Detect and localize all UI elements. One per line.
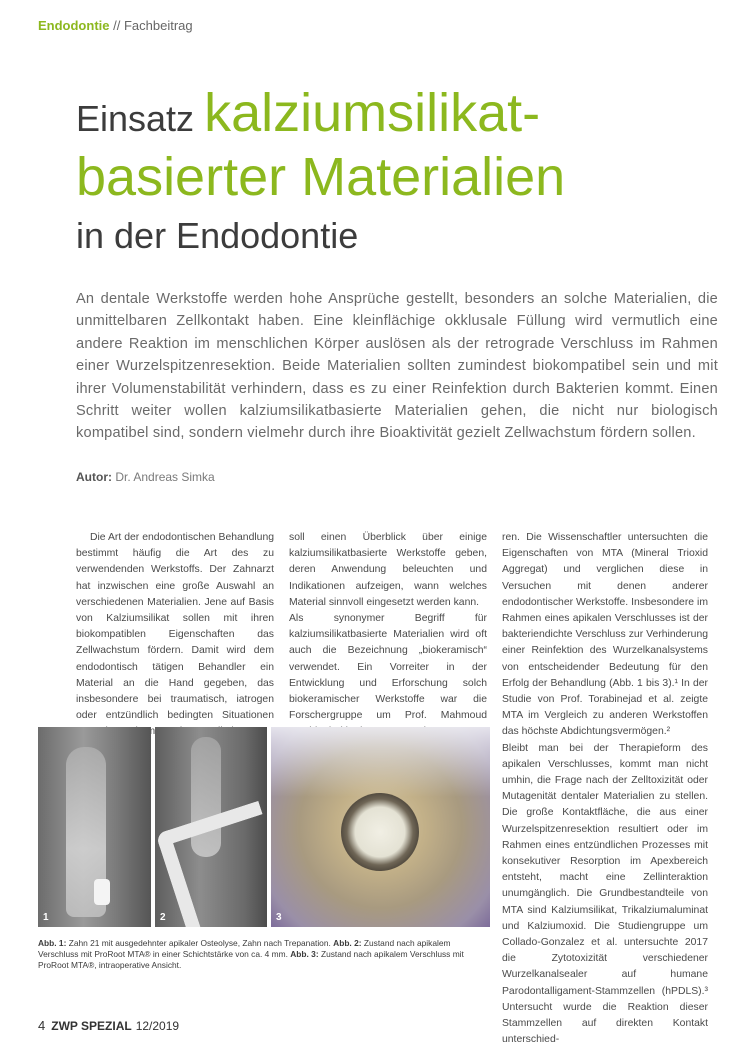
mta-filling-shape xyxy=(341,793,419,871)
caption-text-2: Zustand nach apikalem Verschluss mit ProRoot MTA® in einer Schichtstärke von ca. 4 mm. xyxy=(38,938,451,960)
figure-1-xray xyxy=(38,727,151,927)
figure-number: 3 xyxy=(276,912,282,923)
figure-strip xyxy=(38,727,490,927)
column-1-paragraph: Die Art der endodontischen Behandlung bestimmt häufig die Art des zu verwendenden Werkstoffs. Der Zahnarzt hat inzwischen eine große Auswahl an verschiedenen Materialien. Jene auf Basis von Kalziumsilikat sollen mit ihren biokompatiblen Eigenschaften das Zellwachstum fördern. Damit wird dem endodontisch tätigen Behandler ein Material an die Hand gegeben, das insbesondere bei traumatisch, iatrogen oder entzündlich bedingten Situationen kommt. xyxy=(76,532,274,738)
text-column-2 xyxy=(289,530,487,741)
page-footer xyxy=(38,1018,179,1033)
title-line-3: in der Endodontie xyxy=(76,215,359,256)
column-2-paragraph-1: soll einen Überblick über einige kalziumsilikatbasierte Werkstoffe geben, deren Anwendung beleuchten und Indikationen aufzeigen, wann welches Material sinnvoll eingesetzt werden kann. xyxy=(289,532,487,608)
column-3-paragraph-2: Bleibt man bei der Therapieform des apikalen Verschlusses, kommt man nicht umhin, die Frage nach der Zelltoxizität oder Mutagenität dentaler Materialien zu stellen. Die große Kontaktfläche, die aus einer Wurzelspitzenresektion resultiert oder im Rahmen eines entzündlichen Prozesses mit konsekutiver Resorption im Apexbereich entsteht, macht eine Zellinteraktion unumgänglich. Die Grundbestandteile von MTA sind Kalziumsilikat, Trikalziumaluminat und Kalziumoxid. Die Studiengruppe um Collado-Gonzalez et al. untersuchte 2017 die Zytotoxizität verschiedener Wurzelkanalsealer auf humane Parodontalligament-Stammzellen (hPDLS).³ Untersucht wurde die Reaktion dieser Stammzellen auf direkten Kontakt unterschied- xyxy=(502,742,708,1046)
figure-2-xray xyxy=(155,727,267,927)
caption-text-1: Zahn 21 mit ausgedehnter apikaler Osteolyse, Zahn nach Trepanation. xyxy=(66,938,334,948)
caption-label-2: Abb. 2: xyxy=(333,938,362,948)
author-label: Autor: xyxy=(76,470,112,484)
author-line xyxy=(76,470,215,484)
title-prefix: Einsatz xyxy=(76,98,205,139)
issue-number: 12/2019 xyxy=(135,1019,180,1033)
figure-caption xyxy=(38,938,493,972)
caption-text-3: Zustand nach apikalem Verschluss mit ProRoot MTA®, intraoperative Ansicht. xyxy=(38,949,464,971)
column-2-paragraph-2: Als synonymer Begriff für kalziumsilikatbasierte Materialien wird oft auch die Bezeichnung „biokeramisch“ verwendet. Ein Vorreiter in der Entwicklung und Erforschung solch biokeramischer Werkstoffe war die Forschergruppe um Prof. Mahmoud xyxy=(289,613,487,722)
light-reflection xyxy=(271,727,490,797)
lead-paragraph: An dentale Werkstoffe werden hohe Ansprüche gestellt, besonders an solche Materialien, die unmittelbaren Zellkontakt haben. Eine kleinflächige okklusale Füllung wird vermutlich eine andere Reaktion im menschlichen Körper auslösen als der retrograde Verschluss im Rahmen einer Wurzelspitzenresektion. Beide Materialien sollten zumindest biokompatibel sein und mit ihrer Volumenstabilität verhindern, dass es zu einer Reinfektion durch Bakterien kommt. Einen Schritt weiter wollen kalziumsilikatbasierte Materialien gehen, die nicht nur biologisch kompatibel sind, sondern vielmehr durch ihre Bioaktivität gezielt Zellwachstum fördern sollen. xyxy=(76,291,718,442)
caption-label-1: Abb. 1: xyxy=(38,938,67,948)
section-tag xyxy=(38,18,193,33)
section-name: Endodontie xyxy=(38,18,110,33)
figure-number: 1 xyxy=(43,912,49,923)
article-type: Fachbeitrag xyxy=(123,18,193,33)
section-separator: // xyxy=(109,18,124,33)
magazine-name: ZWP SPEZIAL xyxy=(51,1019,132,1033)
text-column-1 xyxy=(76,530,274,741)
figure-number: 2 xyxy=(160,912,166,923)
column-3-paragraph-1: ren. Die Wissenschaftler untersuchten die Eigenschaften von MTA (Mineral Trioxid Aggregat) und verglichen diese in Versuchen mit denen anderer endodontischer Werkstoffe. Insbesondere im Rahmen eines apikalen Verschlusses ist der bakteriendichte Verschluss zur Verhinderung einer Reinfektion des Wurzelkanalsystems von entscheidender Bedeutung für den Erfolg der Behandlung (Abb. 1 bis 3).¹ In der Studie von Prof. Torabinejad et al. zeigte MTA im Vergleich zu anderen Werkstoffen das höchste Abdichtungsvermögen.² xyxy=(502,532,708,738)
filling-shape xyxy=(94,879,110,905)
title-highlight: kalziumsilikat- xyxy=(204,83,541,143)
page-number: 4 xyxy=(38,1018,46,1033)
figure-3-photo xyxy=(271,727,490,927)
article-title xyxy=(76,83,736,256)
title-line-2: basierter Materialien xyxy=(76,147,566,207)
author-name: Dr. Andreas Simka xyxy=(112,470,215,484)
caption-label-3: Abb. 3: xyxy=(290,949,319,960)
text-column-3 xyxy=(502,530,708,1049)
bracket-shape xyxy=(156,801,267,927)
